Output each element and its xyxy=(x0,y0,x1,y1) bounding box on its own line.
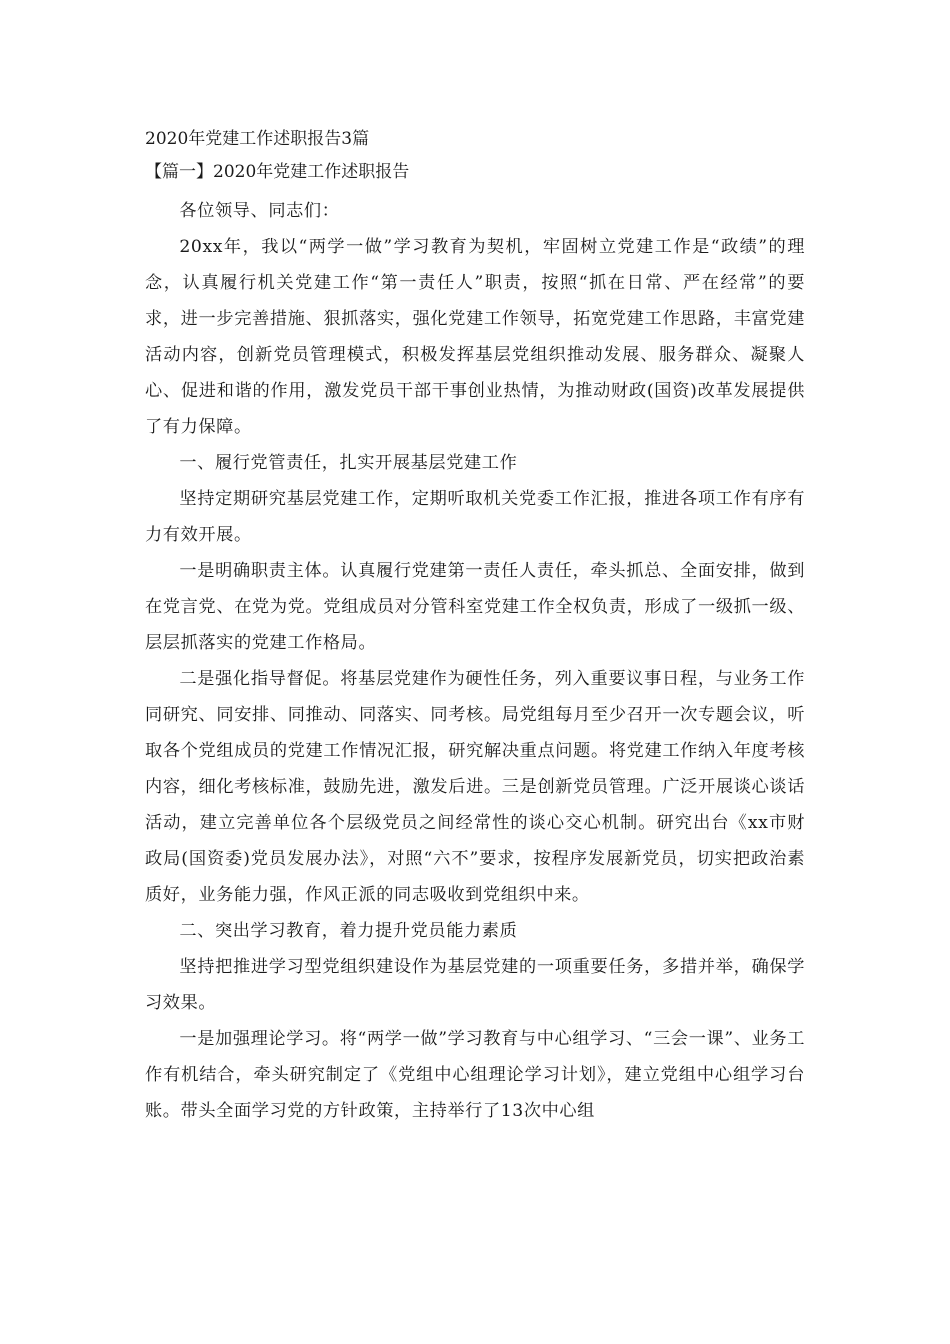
paragraph: 一是明确职责主体。认真履行党建第一责任人责任，牵头抓总、全面安排，做到在党言党、在党为党。党组成员对分管科室党建工作全权负责，形成了一级抓一级、层层抓落实的党建工作格局。 xyxy=(145,561,805,653)
paragraph-salutation: 各位领导、同志们： xyxy=(179,201,340,221)
paragraph: 一是加强理论学习。将“两学一做”学习教育与中心组学习、“三会一课”、业务工作有机结合，牵头研究制定了《党组中心组理论学习计划》，建立党组中心组学习台账。带头全面学习党的方针政策，主持举行了13次中心组 xyxy=(145,1029,805,1121)
heading-part-one: 一、履行党管责任，扎实开展基层党建工作 xyxy=(179,453,518,473)
document-body xyxy=(145,124,805,1129)
paragraph-intro: 20xx年，我以“两学一做”学习教育为契机，牢固树立党建工作是“政绩”的理念，认真履行机关党建工作“第一责任人”职责，按照“抓在日常、严在经常”的要求，进一步完善措施、狠抓落实，强化党建工作领导，拓宽党建工作思路，丰富党建活动内容，创新党员管理模式，积极发挥基层党组织推动发展、服务群众、凝聚人心、促进和谐的作用，激发党员干部干事创业热情，为推动财政(国资)改革发展提供了有力保障。 xyxy=(145,237,805,437)
paragraph: 坚持定期研究基层党建工作，定期听取机关党委工作汇报，推进各项工作有序有力有效开展。 xyxy=(145,489,805,545)
section-title: 【篇一】2020年党建工作述职报告 xyxy=(145,162,410,182)
paragraph: 二是强化指导督促。将基层党建作为硬性任务，列入重要议事日程，与业务工作同研究、同安排、同推动、同落实、同考核。局党组每月至少召开一次专题会议，听取各个党组成员的党建工作情况汇报，研究解决重点问题。将党建工作纳入年度考核内容，细化考核标准，鼓励先进，激发后进。三是创新党员管理。广泛开展谈心谈话活动，建立完善单位各个层级党员之间经常性的谈心交心机制。研究出台《xx市财政局(国资委)党员发展办法》，对照“六不”要求，按程序发展新党员，切实把政治素质好，业务能力强，作风正派的同志吸收到党组织中来。 xyxy=(145,669,805,905)
document-title: 2020年党建工作述职报告3篇 xyxy=(145,129,370,149)
heading-part-two: 二、突出学习教育，着力提升党员能力素质 xyxy=(179,921,518,941)
paragraph: 坚持把推进学习型党组织建设作为基层党建的一项重要任务，多措并举，确保学习效果。 xyxy=(145,957,805,1013)
